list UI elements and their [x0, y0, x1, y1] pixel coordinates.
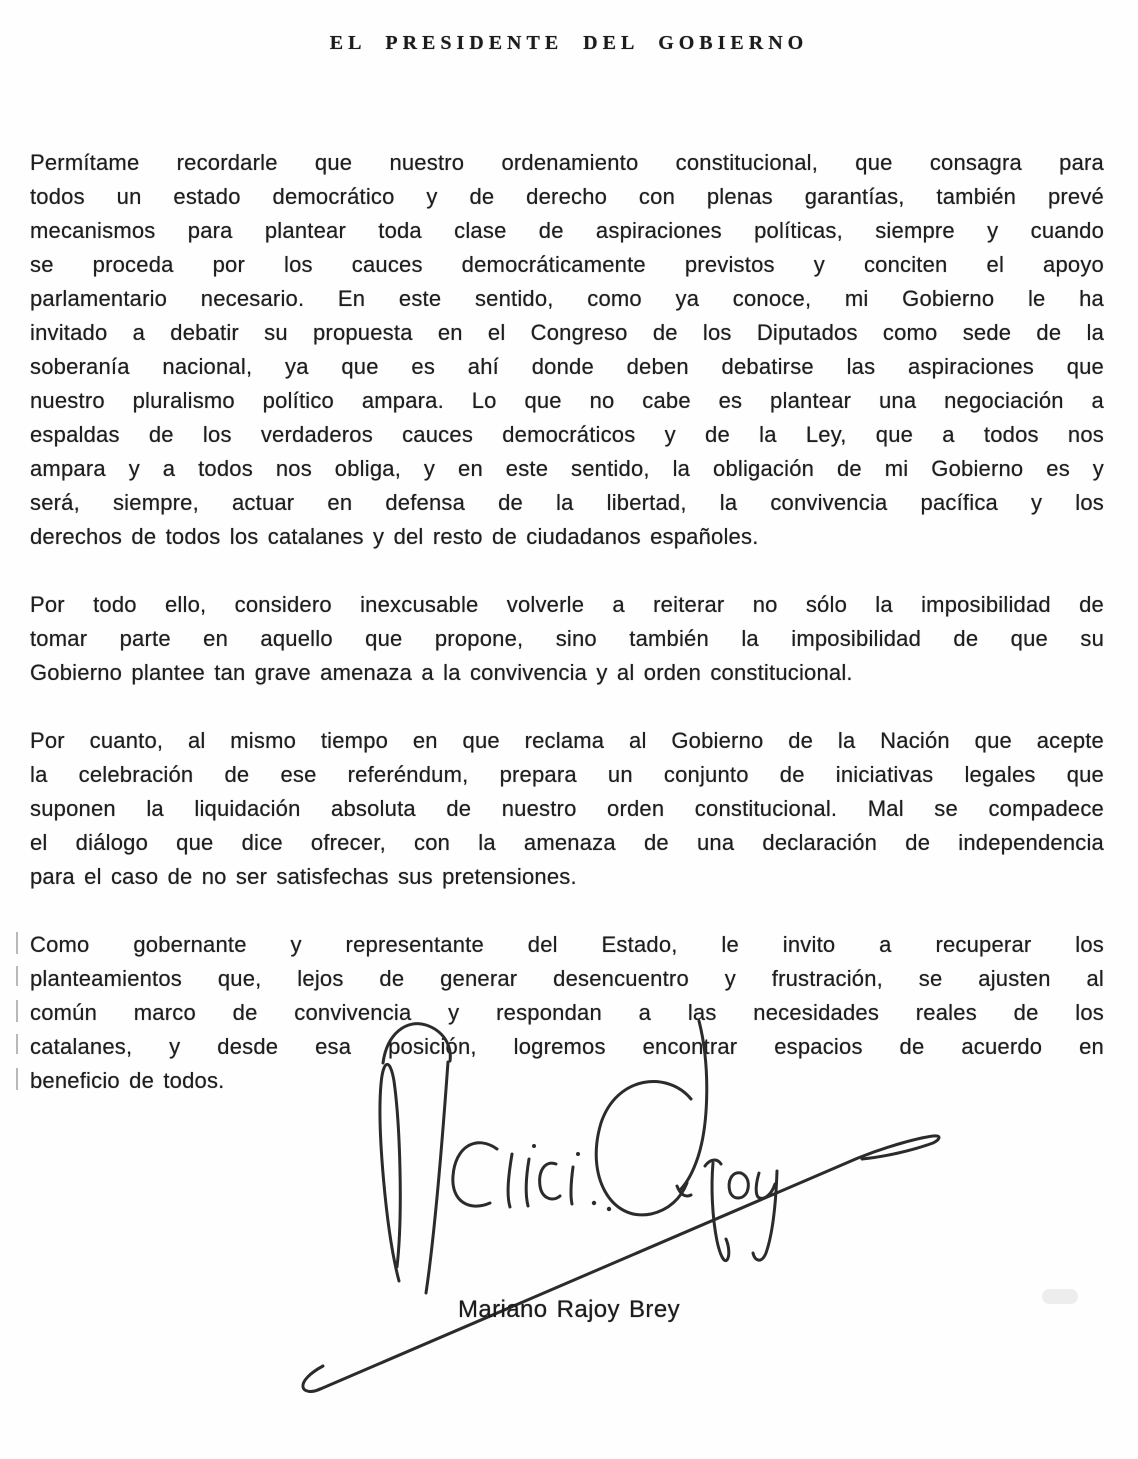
scan-artifact [16, 966, 18, 986]
text-line: todos un estado democrático y de derecho con plenas garantías, también prevé [30, 184, 1104, 209]
text-line: planteamientos que, lejos de generar desencuentro y frustración, se ajusten al [30, 966, 1104, 991]
signature-stroke [571, 1167, 573, 1204]
signer-name: Mariano Rajoy Brey [458, 1296, 680, 1323]
text-line: catalanes, y desde esa posición, logremos encontrar espacios de acuerdo en [30, 1034, 1104, 1059]
text-line: Por todo ello, considero inexcusable volverle a reiterar no sólo la imposibilidad de [30, 592, 1104, 617]
signature-stroke [753, 1171, 777, 1260]
signature-stroke [712, 1163, 729, 1261]
scan-artifact [16, 932, 18, 954]
signature-stroke [318, 1136, 939, 1390]
text-line: suponen la liquidación absoluta de nuestro orden constitucional. Mal se compadece [30, 796, 1104, 821]
text-line: para el caso de no ser satisfechas sus pretensiones. [30, 864, 577, 889]
text-line: beneficio de todos. [30, 1068, 225, 1093]
text-line: soberanía nacional, ya que es ahí donde deben debatirse las aspiraciones que [30, 354, 1104, 379]
scan-smudge [1042, 1289, 1078, 1304]
signature-stroke [596, 1082, 691, 1215]
text-line: invitado a debatir su propuesta en el Congreso de los Diputados como sede de la [30, 320, 1104, 345]
text-line: será, siempre, actuar en defensa de la libertad, la convivencia pacífica y los [30, 490, 1104, 515]
signature-stroke [453, 1143, 497, 1206]
letter-body [30, 146, 1104, 1098]
scan-artifact [16, 1068, 18, 1090]
signature-dot [576, 1152, 580, 1156]
paragraph-1 [30, 146, 1104, 554]
signature-dot [607, 1207, 611, 1211]
text-line: espaldas de los verdaderos cauces democráticos y de la Ley, que a todos nos [30, 422, 1104, 447]
paragraph-2 [30, 588, 1104, 690]
text-line: Gobierno plantee tan grave amenaza a la convivencia y al orden constitucional. [30, 660, 853, 685]
text-line: Por cuanto, al mismo tiempo en que reclama al Gobierno de la Nación que acepte [30, 728, 1104, 753]
text-line: el diálogo que dice ofrecer, con la amenaza de una declaración de independencia [30, 830, 1104, 855]
signature-stroke [705, 1160, 721, 1166]
signature-stroke [756, 1173, 775, 1198]
text-line: tomar parte en aquello que propone, sino también la imposibilidad de que su [30, 626, 1104, 651]
signature-stroke [729, 1173, 748, 1198]
paragraph-4 [30, 928, 1104, 1098]
signature-stroke [677, 1186, 691, 1196]
text-line: Como gobernante y representante del Estado, le invito a recuperar los [30, 932, 1104, 957]
text-line: mecanismos para plantear toda clase de aspiraciones políticas, siempre y cuando [30, 218, 1104, 243]
scan-artifact [16, 1000, 18, 1022]
signature-dot [532, 1144, 536, 1148]
signature-stroke [508, 1154, 512, 1207]
text-line: derechos de todos los catalanes y del resto de ciudadanos españoles. [30, 524, 759, 549]
text-line: la celebración de ese referéndum, prepara un conjunto de iniciativas legales que [30, 762, 1104, 787]
text-line: ampara y a todos nos obliga, y en este sentido, la obligación de mi Gobierno es y [30, 456, 1104, 481]
signature-stroke [540, 1163, 560, 1199]
text-line: común marco de convivencia y respondan a las necesidades reales de los [30, 1000, 1104, 1025]
signature-stroke [303, 1366, 323, 1391]
text-line: Permítame recordarle que nuestro ordenamiento constitucional, que consagra para [30, 150, 1104, 175]
scan-artifact [16, 1034, 18, 1054]
letter-heading: EL PRESIDENTE DEL GOBIERNO [329, 32, 809, 54]
text-line: nuestro pluralismo político ampara. Lo que no cabe es plantear una negociación a [30, 388, 1104, 413]
signature-dot [592, 1201, 596, 1205]
paragraph-3 [30, 724, 1104, 894]
signature-stroke [526, 1159, 529, 1206]
text-line: se proceda por los cauces democráticamente previstos y conciten el apoyo [30, 252, 1104, 277]
text-line: parlamentario necesario. En este sentido, como ya conoce, mi Gobierno le ha [30, 286, 1104, 311]
